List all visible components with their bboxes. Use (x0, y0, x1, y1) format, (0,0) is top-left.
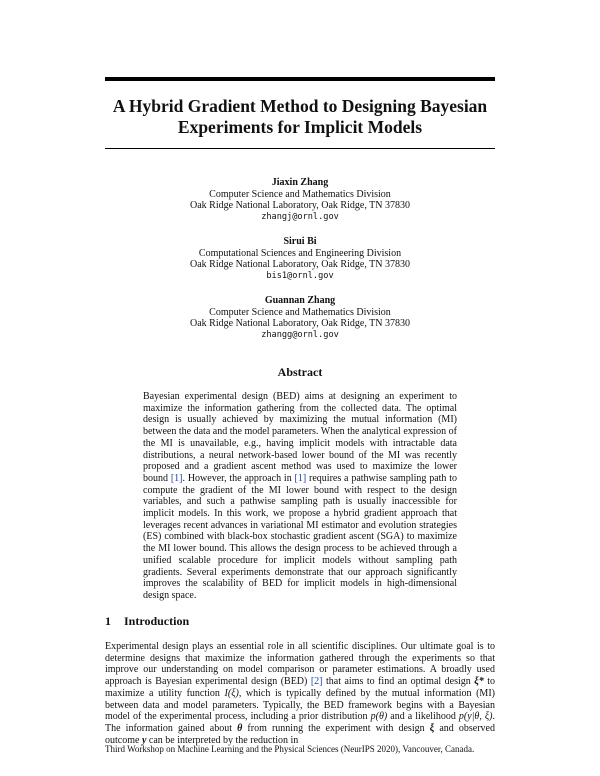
citation-link[interactable]: [1] (170, 472, 183, 484)
intro-text: from running the experiment with design (242, 722, 430, 734)
section-title: Introduction (124, 614, 190, 628)
author-address: Oak Ridge National Laboratory, Oak Ridge, TN 37830 (190, 259, 410, 270)
paper-title: A Hybrid Gradient Method to Designing Bayesian Experiments for Implicit Models (112, 96, 488, 137)
intro-text: and observed outcome (105, 722, 495, 746)
author-block (105, 236, 495, 282)
section-heading (105, 614, 189, 629)
abstract-heading: Abstract (277, 365, 323, 379)
citation-link[interactable]: [1] (294, 472, 307, 484)
math-prior: p(θ) (370, 711, 388, 723)
title-top-rule (105, 77, 495, 81)
abstract-text: requires a pathwise sampling path to compute the gradient of the MI lower bound with respect to the design variables, and such a pathwise sampling path is usually inaccessible for implicit models. In this work, we propose a hybrid gradient approach that leverages recent advances in variational MI estimator and evolution strategies (ES) combined with black-box stochastic gradient ascent (SGA) to maximize the MI lower bound. This allows the design process to be achieved through a unified scalable procedure for implicit models without sampling path gradients. Several experiments demonstrate that our approach significantly improves the scalability of BED for implicit models in high-dimensional design space. (143, 472, 458, 601)
math-xi: ξ (429, 722, 435, 734)
intro-text: can be interpreted by the reduction in (146, 734, 299, 746)
author-email: zhangg@ornl.gov (261, 329, 339, 340)
intro-text: Experimental design plays an essential role in all scientific disciplines. Our ultimate goal is to determine designs that maximize the information gathered through the experiments so that improve our understanding on model comparison or parameter estimations. A broadly used approach is Bayesian experimental design (BED) (105, 641, 495, 688)
abstract-text: . However, the approach in (182, 472, 295, 484)
citation-link[interactable]: [2] (310, 676, 323, 688)
intro-text: , which is typically defined by the mutual information (MI) between data and model parameters. Typically, the BED framework begins with a Bayesian model of the experimental process, including a prior distribution (105, 687, 495, 723)
author-address: Oak Ridge National Laboratory, Oak Ridge, TN 37830 (190, 200, 410, 211)
section-number: 1 (105, 614, 111, 628)
author-name: Jiaxin Zhang (271, 177, 329, 188)
intro-body (105, 641, 495, 746)
intro-text: to maximize a utility function (105, 676, 496, 699)
intro-text: and a likelihood (387, 711, 459, 723)
author-affiliation: Computational Sciences and Engineering Division (198, 247, 402, 259)
page-footer: Third Workshop on Machine Learning and the Physical Sciences (NeurIPS 2020), Vancouver, Canada. (105, 744, 475, 754)
author-block (105, 295, 495, 341)
author-address: Oak Ridge National Laboratory, Oak Ridge, TN 37830 (190, 318, 410, 329)
abstract-body (143, 391, 457, 602)
intro-text: that aims to find an optimal design (322, 676, 475, 688)
title-bottom-rule (105, 148, 495, 149)
math-utility: I(ξ) (224, 687, 239, 699)
math-xi-star: ξ* (474, 676, 484, 688)
author-affiliation: Computer Science and Mathematics Division (209, 306, 391, 318)
intro-text: . The information gained about (105, 711, 495, 734)
math-y: y (141, 734, 147, 746)
author-name: Guannan Zhang (264, 295, 336, 306)
author-name: Sirui Bi (283, 236, 317, 247)
author-affiliation: Computer Science and Mathematics Division (209, 188, 391, 200)
author-email: zhangj@ornl.gov (261, 211, 339, 222)
math-likelihood: p(y|θ, ξ) (458, 711, 493, 723)
author-block (105, 177, 495, 223)
math-theta: θ (237, 722, 243, 734)
author-email: bis1@ornl.gov (266, 270, 334, 281)
abstract-text: Bayesian experimental design (BED) aims at designing an experiment to maximize the information gathering from the collected data. The optimal design is usually achieved by maximizing the mutual information (MI) between the data and the model parameters. When the analytical expression of the MI is unavailable, e.g., having implicit models with intractable data distributions, a neural network-based lower bound of the MI was recently proposed and a gradient ascent method was used to maximize the lower bound (143, 391, 457, 484)
